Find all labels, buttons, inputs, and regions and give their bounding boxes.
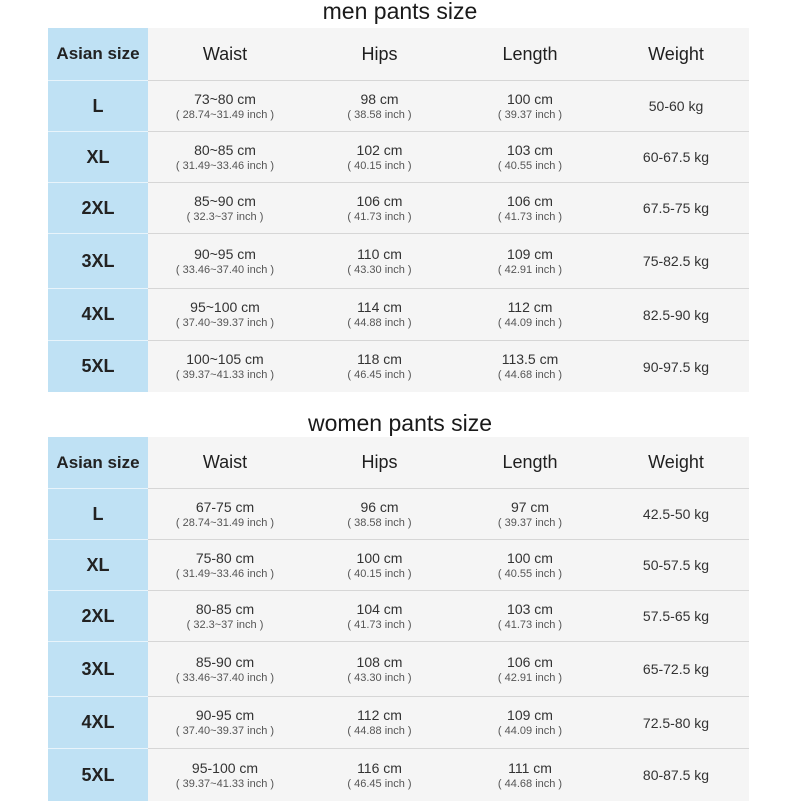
hips-cell (302, 289, 457, 341)
hips-inch: ( 46.45 inch ) (347, 777, 412, 790)
waist-cell (148, 132, 302, 183)
table-row (48, 289, 749, 341)
weight-cell (603, 289, 749, 341)
hips-inch: ( 38.58 inch ) (347, 516, 412, 529)
header-waist: Waist (148, 28, 302, 81)
hips-inch: ( 41.73 inch ) (347, 210, 412, 223)
length-cell (457, 642, 603, 697)
hips-inch: ( 44.88 inch ) (347, 317, 412, 329)
table-row (48, 489, 749, 540)
weight-cell (603, 591, 749, 642)
weight-value: 72.5-80 kg (642, 714, 710, 731)
hips-cm: 114 cm (357, 299, 402, 315)
weight-cell (603, 540, 749, 591)
hips-cm: 112 cm (357, 707, 402, 723)
waist-cm: 100~105 cm (186, 351, 264, 367)
hips-cm: 102 cm (356, 141, 403, 158)
waist-inch: ( 33.46~37.40 inch ) (175, 263, 275, 276)
header-weight: Weight (603, 28, 749, 81)
men-table-title: men pants size (322, 0, 478, 24)
size-label: 4XL (48, 289, 148, 341)
table-row (48, 132, 749, 183)
hips-cm: 116 cm (357, 759, 402, 776)
size-label: L (48, 489, 148, 540)
length-cell (457, 183, 603, 234)
header-length: Length (457, 437, 603, 489)
waist-inch: ( 39.37~41.33 inch ) (175, 369, 275, 381)
hips-cm: 98 cm (360, 90, 399, 107)
women-table-title: women pants size (307, 410, 493, 436)
waist-cell (148, 289, 302, 341)
waist-inch: ( 37.40~39.37 inch ) (175, 317, 275, 329)
weight-cell (603, 183, 749, 234)
waist-cell (148, 591, 302, 642)
waist-cm: 95-100 cm (191, 759, 259, 776)
hips-cm: 106 cm (356, 192, 403, 209)
length-cell (457, 234, 603, 289)
length-cm: 100 cm (507, 549, 553, 566)
weight-cell (603, 234, 749, 289)
table-row (48, 183, 749, 234)
weight-cell (603, 697, 749, 749)
hips-cm: 96 cm (360, 498, 399, 515)
waist-inch: ( 28.74~31.49 inch ) (175, 108, 275, 121)
hips-cell (302, 540, 457, 591)
length-inch: ( 40.55 inch ) (497, 159, 563, 172)
size-label: XL (48, 132, 148, 183)
waist-cm: 90~95 cm (194, 245, 256, 262)
hips-cell (302, 341, 457, 392)
hips-cell (302, 81, 457, 132)
length-inch: ( 40.55 inch ) (497, 567, 563, 580)
header-asian-size: Asian size (48, 28, 148, 81)
length-cell (457, 81, 603, 132)
hips-cell (302, 591, 457, 642)
length-cell (457, 697, 603, 749)
header-hips: Hips (302, 437, 457, 489)
length-cm: 106 cm (507, 653, 553, 670)
length-cm: 109 cm (507, 707, 553, 723)
hips-cm: 110 cm (357, 245, 402, 262)
hips-cm: 104 cm (356, 600, 403, 617)
waist-inch: ( 32.3~37 inch ) (186, 210, 264, 223)
table-row (48, 341, 749, 392)
hips-cm: 108 cm (356, 653, 403, 670)
waist-cm: 73~80 cm (194, 90, 256, 107)
waist-cell (148, 697, 302, 749)
length-inch: ( 41.73 inch ) (497, 210, 563, 223)
length-inch: ( 44.68 inch ) (497, 777, 563, 790)
length-inch: ( 44.68 inch ) (497, 369, 563, 381)
length-inch: ( 39.37 inch ) (497, 108, 563, 121)
waist-cell (148, 642, 302, 697)
header-hips: Hips (302, 28, 457, 81)
weight-cell (603, 749, 749, 801)
hips-inch: ( 44.88 inch ) (347, 725, 412, 737)
waist-cm: 80-85 cm (195, 600, 255, 617)
waist-cell (148, 341, 302, 392)
weight-value: 75-82.5 kg (642, 253, 710, 269)
weight-value: 57.5-65 kg (642, 608, 710, 624)
waist-inch: ( 33.46~37.40 inch ) (175, 671, 275, 684)
waist-cell (148, 81, 302, 132)
length-cell (457, 489, 603, 540)
hips-cell (302, 642, 457, 697)
hips-inch: ( 41.73 inch ) (347, 618, 412, 631)
header-row (48, 28, 749, 81)
men-size-table (48, 28, 749, 392)
table-row (48, 749, 749, 801)
size-label: 2XL (48, 591, 148, 642)
hips-inch: ( 43.30 inch ) (347, 671, 412, 684)
size-label: 2XL (48, 183, 148, 234)
length-cell (457, 341, 603, 392)
weight-value: 82.5-90 kg (642, 306, 710, 323)
hips-cell (302, 183, 457, 234)
hips-inch: ( 40.15 inch ) (347, 159, 412, 172)
waist-inch: ( 37.40~39.37 inch ) (175, 725, 275, 737)
size-label: XL (48, 540, 148, 591)
weight-cell (603, 489, 749, 540)
length-cell (457, 289, 603, 341)
header-length: Length (457, 28, 603, 81)
waist-cm: 95~100 cm (190, 299, 260, 315)
waist-cell (148, 234, 302, 289)
hips-inch: ( 38.58 inch ) (347, 108, 412, 121)
length-inch: ( 41.73 inch ) (497, 618, 563, 631)
waist-cm: 67-75 cm (195, 498, 255, 515)
weight-cell (603, 81, 749, 132)
length-cm: 97 cm (510, 498, 550, 515)
hips-inch: ( 40.15 inch ) (347, 567, 412, 580)
length-cm: 111 cm (508, 759, 552, 776)
size-label: 5XL (48, 341, 148, 392)
size-label: 3XL (48, 642, 148, 697)
length-cm: 103 cm (507, 600, 553, 617)
length-cell (457, 749, 603, 801)
length-cm: 113.5 cm (501, 351, 559, 367)
weight-cell (603, 341, 749, 392)
waist-cell (148, 183, 302, 234)
length-inch: ( 42.91 inch ) (497, 671, 563, 684)
hips-cm: 118 cm (357, 351, 402, 367)
hips-cell (302, 749, 457, 801)
hips-inch: ( 43.30 inch ) (347, 263, 412, 276)
weight-value: 50-60 kg (648, 98, 704, 114)
waist-cell (148, 489, 302, 540)
table-row (48, 591, 749, 642)
length-cm: 100 cm (507, 90, 553, 107)
header-waist: Waist (148, 437, 302, 489)
length-cm: 109 cm (507, 245, 553, 262)
waist-cell (148, 749, 302, 801)
hips-cell (302, 489, 457, 540)
weight-cell (603, 642, 749, 697)
weight-value: 60-67.5 kg (642, 149, 710, 165)
length-cm: 112 cm (507, 299, 553, 315)
waist-inch: ( 31.49~33.46 inch ) (175, 567, 275, 580)
waist-inch: ( 31.49~33.46 inch ) (175, 159, 275, 172)
weight-cell (603, 132, 749, 183)
waist-cm: 85~90 cm (194, 192, 256, 209)
weight-value: 90-97.5 kg (642, 358, 710, 375)
table-row (48, 81, 749, 132)
length-cm: 106 cm (507, 192, 553, 209)
weight-value: 67.5-75 kg (642, 200, 710, 216)
size-label: 3XL (48, 234, 148, 289)
weight-value: 50-57.5 kg (642, 557, 710, 573)
table-row (48, 697, 749, 749)
hips-cm: 100 cm (356, 549, 403, 566)
table-row (48, 540, 749, 591)
weight-value: 42.5-50 kg (642, 506, 710, 522)
hips-cell (302, 132, 457, 183)
waist-inch: ( 32.3~37 inch ) (186, 618, 264, 631)
waist-cell (148, 540, 302, 591)
header-asian-size: Asian size (48, 437, 148, 489)
size-label: L (48, 81, 148, 132)
size-label: 4XL (48, 697, 148, 749)
women-size-table (48, 437, 749, 801)
length-cell (457, 540, 603, 591)
length-cm: 103 cm (507, 141, 553, 158)
length-inch: ( 42.91 inch ) (497, 263, 563, 276)
length-cell (457, 132, 603, 183)
waist-cm: 85-90 cm (195, 653, 255, 670)
header-row (48, 437, 749, 489)
length-inch: ( 44.09 inch ) (497, 725, 563, 737)
weight-value: 80-87.5 kg (642, 767, 710, 783)
table-row (48, 234, 749, 289)
hips-cell (302, 234, 457, 289)
length-inch: ( 39.37 inch ) (497, 516, 563, 529)
size-label: 5XL (48, 749, 148, 801)
header-weight: Weight (603, 437, 749, 489)
waist-inch: ( 39.37~41.33 inch ) (175, 777, 275, 790)
hips-inch: ( 46.45 inch ) (347, 369, 412, 381)
waist-cm: 75-80 cm (195, 549, 255, 566)
waist-cm: 90-95 cm (195, 707, 255, 723)
length-cell (457, 591, 603, 642)
waist-inch: ( 28.74~31.49 inch ) (175, 516, 275, 529)
length-inch: ( 44.09 inch ) (497, 317, 563, 329)
weight-value: 65-72.5 kg (642, 661, 710, 677)
waist-cm: 80~85 cm (194, 141, 256, 158)
table-row (48, 642, 749, 697)
hips-cell (302, 697, 457, 749)
